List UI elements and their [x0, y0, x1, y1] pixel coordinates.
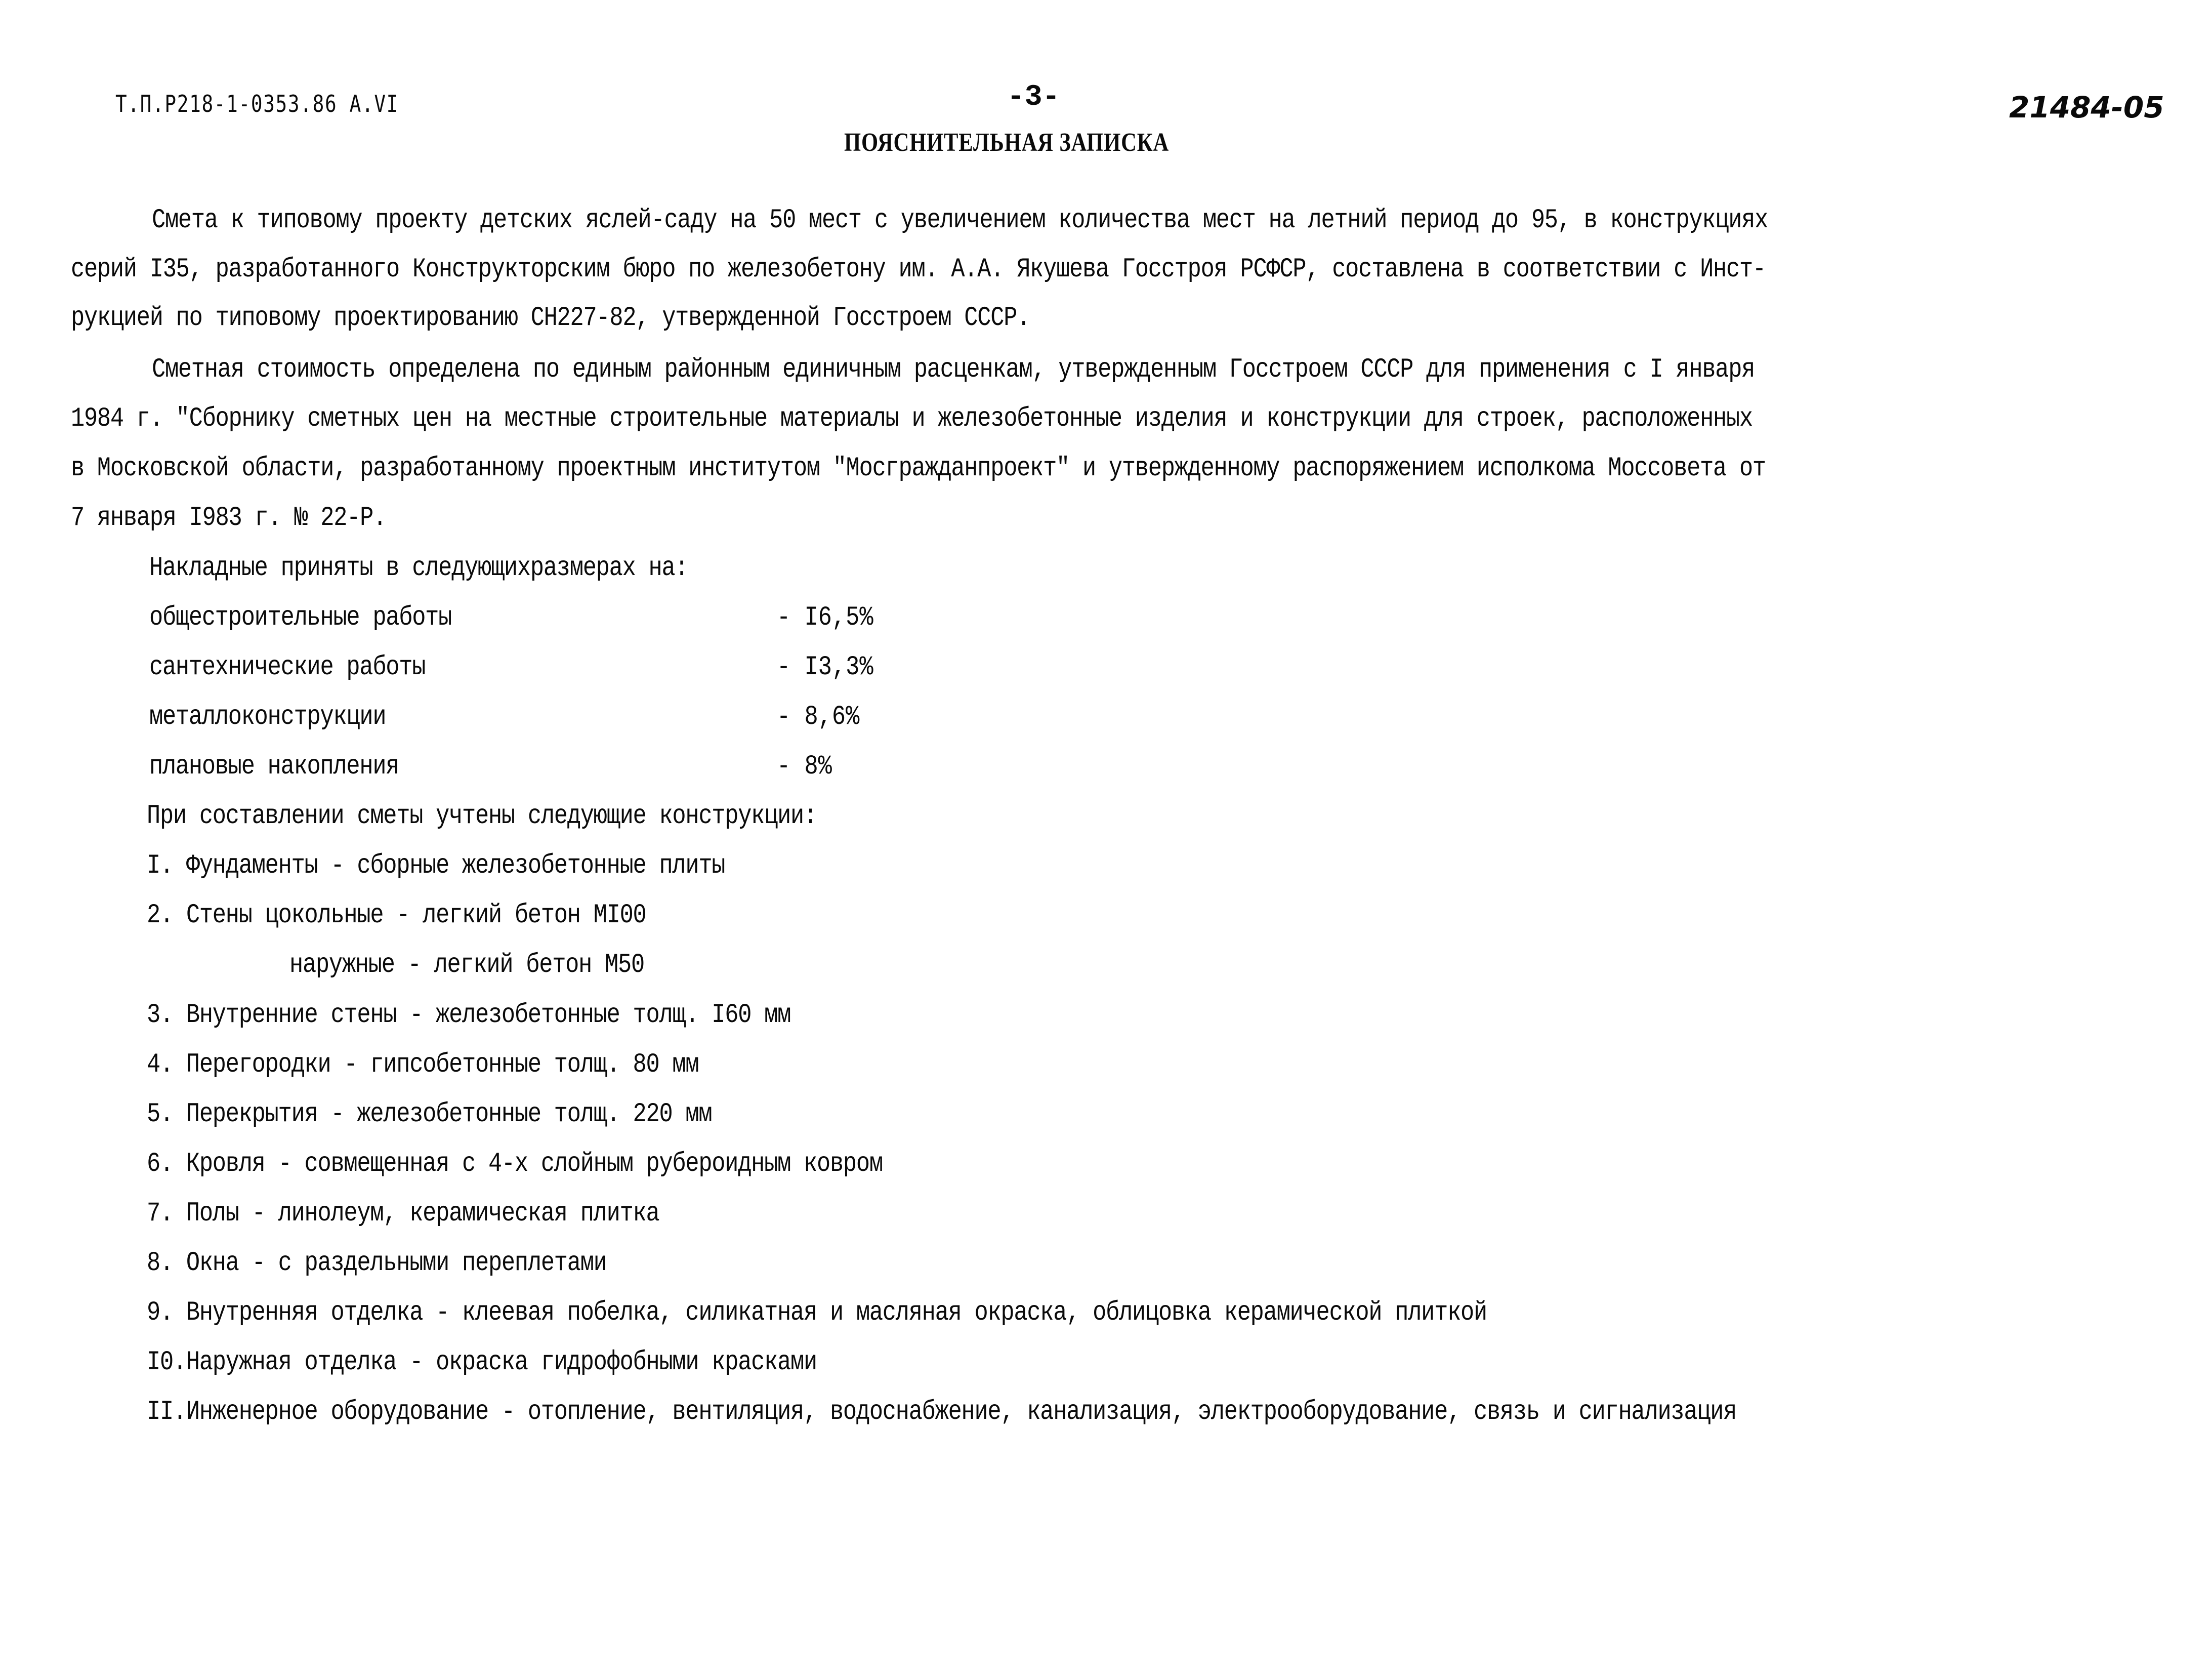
construction-item: 2. Стены цокольные - легкий бетон МI00 [147, 900, 646, 931]
overheads-intro: Накладные приняты в следующихразмерах на: [149, 553, 688, 584]
constructions-intro: При составлении сметы учтены следующие конструкции: [147, 801, 817, 832]
page-number: -3- [1007, 81, 1060, 114]
paragraph-line: Смета к типовому проекту детских яслей-саду на 50 мест с увеличением количества мест на летний период до 95, в конструкциях [152, 205, 1768, 236]
overhead-value: - I3,3% [777, 652, 873, 683]
construction-item: 5. Перекрытия - железобетонные толщ. 220 мм [147, 1099, 712, 1130]
document-code: Т.П.Р218-1-0353.86 А.VI [115, 90, 399, 117]
paragraph-line: Сметная стоимость определена по единым районным единичным расценкам, утвержденным Госстроем СССР для применения с I января [152, 354, 1755, 385]
paragraph-line: 1984 г. "Сборнику сметных цен на местные строительные материалы и железобетонные изделия и конструкции для строек, расположенных [71, 403, 1752, 434]
construction-item: 4. Перегородки - гипсобетонные толщ. 80 мм [147, 1049, 699, 1080]
overhead-label: сантехнические работы [149, 652, 426, 683]
paragraph-line: рукцией по типовому проектированию СН227-82, утвержденной Госстроем СССР. [71, 303, 1030, 334]
construction-item: II.Инженерное оборудование - отопление, вентиляция, водоснабжение, канализация, электрооборудование, связь и сигнализация [147, 1397, 1737, 1427]
page-title: ПОЯСНИТЕЛЬНАЯ ЗАПИСКА [844, 128, 1170, 157]
construction-item: 9. Внутренняя отделка - клеевая побелка, силикатная и масляная окраска, облицовка керамической плиткой [147, 1297, 1487, 1328]
archive-number: 21484-05 [2009, 90, 2164, 125]
overhead-value: - 8,6% [777, 702, 860, 732]
paragraph-line: серий I35, разработанного Конструкторским бюро по железобетону им. А.А. Якушева Госстроя РСФСР, составлена в соответствии с Инст- [71, 254, 1766, 285]
construction-item: 3. Внутренние стены - железобетонные толщ. I60 мм [147, 1000, 791, 1031]
overhead-value: - I6,5% [777, 602, 873, 633]
paragraph-line: в Московской области, разработанному проектным институтом "Мосгражданпроект" и утвержденному распоряжением исполкома Моссовета от [71, 453, 1766, 484]
construction-item: 8. Окна - с раздельными переплетами [147, 1248, 607, 1279]
construction-item: 7. Полы - линолеум, керамическая плитка [147, 1198, 659, 1229]
overhead-label: общестроительные работы [149, 602, 452, 633]
overhead-label: плановые накопления [149, 751, 399, 782]
paragraph-line: 7 января I983 г. № 22-Р. [71, 503, 387, 534]
construction-item: наружные - легкий бетон М50 [289, 950, 644, 981]
overhead-label: металлоконструкции [149, 702, 386, 732]
construction-item: I0.Наружная отделка - окраска гидрофобными красками [147, 1347, 817, 1378]
construction-item: 6. Кровля - совмещенная с 4-х слойным рубероидным ковром [147, 1149, 883, 1179]
construction-item: I. Фундаменты - сборные железобетонные плиты [147, 850, 725, 881]
overhead-value: - 8% [777, 751, 832, 782]
